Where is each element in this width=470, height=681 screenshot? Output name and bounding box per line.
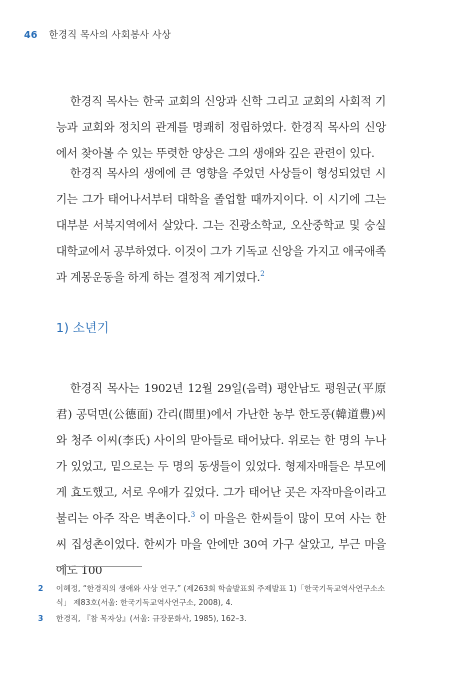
body-paragraph-1: 한경직 목사는 한국 교회의 신앙과 신학 그리고 교회의 사회적 기능과 교회와 정치의 관계를 명쾌히 정립하였다. 한경직 목사의 신앙에서 찾아볼 수 있는 뚜렷한 양상은 그의 생애와 깊은 관련이 있다. xyxy=(56,94,386,160)
footnote-number: 3 xyxy=(38,614,44,623)
footnote-text: 한경직, 『참 목자상』(서울: 규장문화사, 1985), 162–3. xyxy=(56,614,247,623)
footnote-ref-3[interactable]: 3 xyxy=(190,511,195,520)
footnote-number: 2 xyxy=(38,584,44,593)
running-header xyxy=(24,27,171,41)
footnote xyxy=(38,582,388,609)
footnote-ref-2[interactable]: 2 xyxy=(260,270,265,279)
body-paragraph-2 xyxy=(56,160,386,290)
section-heading: 1) 소년기 xyxy=(56,320,110,335)
footnote-divider xyxy=(56,566,142,567)
footnote xyxy=(38,612,388,626)
body-paragraph-3-text-b: 이 마을은 한씨들이 많이 모여 사는 한씨 집성촌이었다. 한씨가 마을 안에만 30여 가구 살았고, 부근 마을에도 100 xyxy=(56,511,386,577)
page-number: 46 xyxy=(24,30,38,41)
body-paragraph-2-text: 한경직 목사의 생에에 큰 영향을 주었던 사상들이 형성되었던 시기는 그가 태어나서부터 대학을 졸업할 때까지이다. 이 시기에 그는 대부분 서북지역에서 살았다. 그는 진광소학교, 오산중학교 및 숭실대학교에서 공부하였다. 이것이 그가 기독교 신앙을 가지고 애국애족과 계몽운동을 하게 하는 결정적 계기였다. xyxy=(56,166,386,284)
body-paragraph-3 xyxy=(56,375,386,583)
footnote-text: 이혜정, “한경직의 생애와 사상 연구,” (제263회 학술발표회 주제발표 1)「한국기독교역사연구소소식」 제83호(서울: 한국기독교역사연구소, 2008), 4. xyxy=(56,584,385,607)
book-title: 한경직 목사의 사회봉사 사상 xyxy=(48,30,172,41)
footnotes xyxy=(38,582,388,629)
body-paragraph-3-text-a: 한경직 목사는 1902년 12월 29일(음력) 평안남도 평원군(平原君) 공덕면(公德面) 간리(間里)에서 가난한 농부 한도풍(韓道豊)씨와 청주 이씨(李氏) 사이의 맏아들로 태어났다. 위로는 한 명의 누나가 있었고, 밑으로는 두 명의 동생들이 있었다. 형제자매들은 부모에게 효도했고, 서로 우애가 깊었다. 그가 태어난 곳은 자작마을이라고 불리는 아주 작은 벽촌이다. xyxy=(56,381,386,525)
